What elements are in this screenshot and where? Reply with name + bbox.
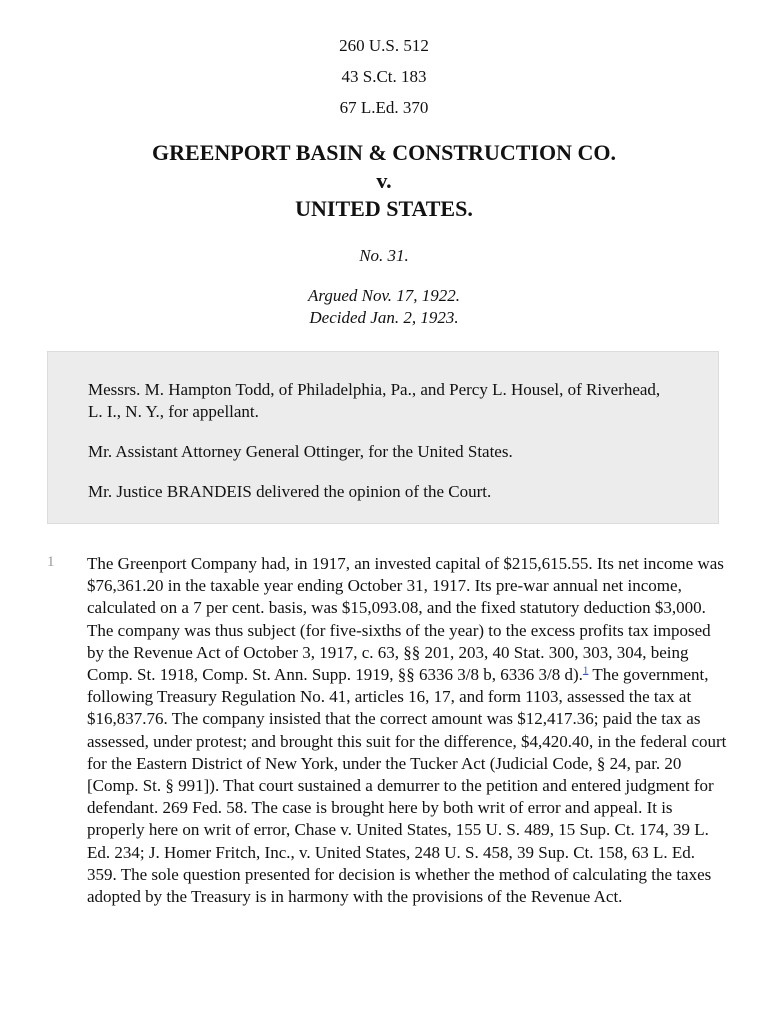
citation-supreme-court-reporter: 43 S.Ct. 183 xyxy=(341,67,427,86)
opinion-author: Mr. Justice BRANDEIS delivered the opinion of the Court. xyxy=(88,482,492,501)
counsel-box xyxy=(47,351,719,524)
docket-number: No. 31. xyxy=(359,246,409,265)
case-title xyxy=(0,139,768,223)
case-title-appellant: GREENPORT BASIN & CONSTRUCTION CO. xyxy=(152,140,616,165)
counsel-appellant: Messrs. M. Hampton Todd, of Philadelphia, Pa., and Percy L. Housel, of Riverhead, L. I., N. Y., for appellant. xyxy=(88,380,661,421)
argued-date: Argued Nov. 17, 1922. xyxy=(307,286,461,305)
citation-lawyers-edition: 67 L.Ed. 370 xyxy=(339,98,429,117)
paragraph-text-part1: The Greenport Company had, in 1917, an invested capital of $215,615.55. Its net income was $76,361.20 in the taxable year ending October 31, 1917. Its pre-war annual net income, calculated on a 7 per cent. basis, was $15,093.08, and the fixed statutory deduction $3,000. The company was thus subject (for five-sixths of the year) to the excess profits tax imposed by the Revenue Act of October 3, 1917, c. 63, §§ 201, 203, 40 Stat. 300, 303, 304, being Comp. St. 1918, Comp. St. Ann. Supp. 1919, §§ 6336 3/8 b, 6336 3/8 d). xyxy=(87,554,724,685)
footnote-link[interactable]: 1 xyxy=(582,664,589,677)
case-dates xyxy=(0,285,768,329)
paragraph-number: 1 xyxy=(47,554,55,570)
citation-us-reports: 260 U.S. 512 xyxy=(339,36,429,55)
decided-date: Decided Jan. 2, 1923. xyxy=(309,308,459,327)
case-title-versus: v. xyxy=(376,168,392,193)
counsel-appellee: Mr. Assistant Attorney General Ottinger, for the United States. xyxy=(88,442,513,461)
case-title-appellee: UNITED STATES. xyxy=(295,196,473,221)
paragraph-text-part2: The government, following Treasury Regulation No. 41, articles 16, 17, and form 1103, assessed the tax at $16,837.76. The company insisted that the correct amount was $12,417.36; paid the tax as assessed, under protest; and brought this suit for the difference, $4,420.40, in the federal court for the Eastern District of New York, under the Tucker Act (Judicial Code, § 24, par. 20 [Comp. St. § 991]). That court sustained a demurrer to the petition and entered judgment for defendant. 269 Fed. 58. The case is brought here by both writ of error and appeal. It is properly here on writ of error, Chase v. United States, 155 U. S. 489, 15 Sup. Ct. 174, 39 L. Ed. 234; J. Homer Fritch, Inc., v. United States, 248 U. S. 458, 39 Sup. Ct. 158, 63 L. Ed. 359. The sole question presented for decision is whether the method of calculating the taxes adopted by the Treasury is in harmony with the provisions of the Revenue Act. xyxy=(87,665,727,907)
paragraph-text xyxy=(87,553,727,908)
citations xyxy=(0,0,768,123)
